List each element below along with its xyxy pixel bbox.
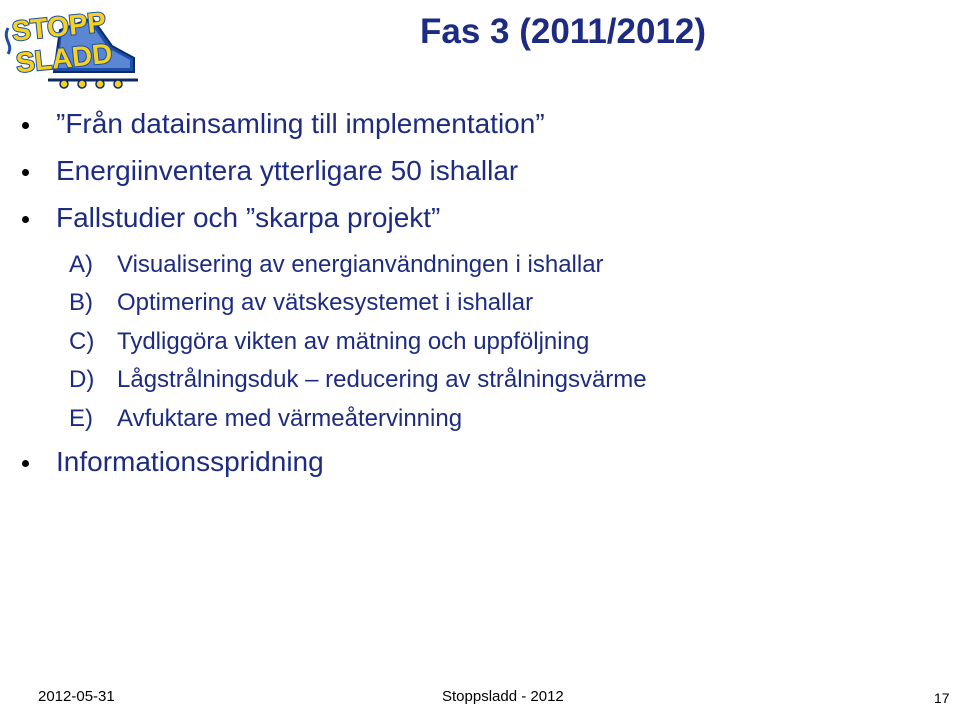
sub-item-text: Tydliggöra vikten av mätning och uppföljning — [117, 328, 590, 355]
bullet-dot-icon — [22, 122, 29, 129]
sub-item-text: Lågstrålningsduk – reducering av strålningsvärme — [117, 366, 647, 393]
footer-date: 2012-05-31 — [38, 688, 115, 705]
slide-title: Fas 3 (2011/2012) — [420, 12, 707, 51]
sub-item-letter: D) — [69, 366, 95, 393]
page-number: 17 — [934, 690, 950, 706]
sub-item-letter: B) — [69, 289, 93, 316]
bullet-text: Energiinventera ytterligare 50 ishallar — [56, 155, 519, 186]
sub-item-letter: C) — [69, 328, 95, 355]
bullet-text: Fallstudier och ”skarpa projekt” — [56, 202, 441, 233]
logo-line2: SLADD — [14, 37, 114, 79]
footer-center-text: Stoppsladd - 2012 — [442, 688, 564, 705]
bullet-text: ”Från datainsamling till implementation” — [56, 108, 545, 139]
bullet-dot-icon — [22, 460, 29, 467]
stoppsladd-logo — [0, 0, 140, 92]
sub-item-letter: A) — [69, 251, 93, 278]
bullet-text: Informationsspridning — [56, 446, 324, 477]
logo-line1: STOPP — [10, 6, 108, 47]
sub-item-text: Optimering av vätskesystemet i ishallar — [117, 289, 534, 316]
sub-item-text: Avfuktare med värmeåtervinning — [117, 405, 463, 432]
bullet-dot-icon — [22, 169, 29, 176]
bullet-dot-icon — [22, 216, 29, 223]
sub-item-text: Visualisering av energianvändningen i ishallar — [117, 251, 604, 278]
sub-item-letter: E) — [69, 405, 93, 432]
